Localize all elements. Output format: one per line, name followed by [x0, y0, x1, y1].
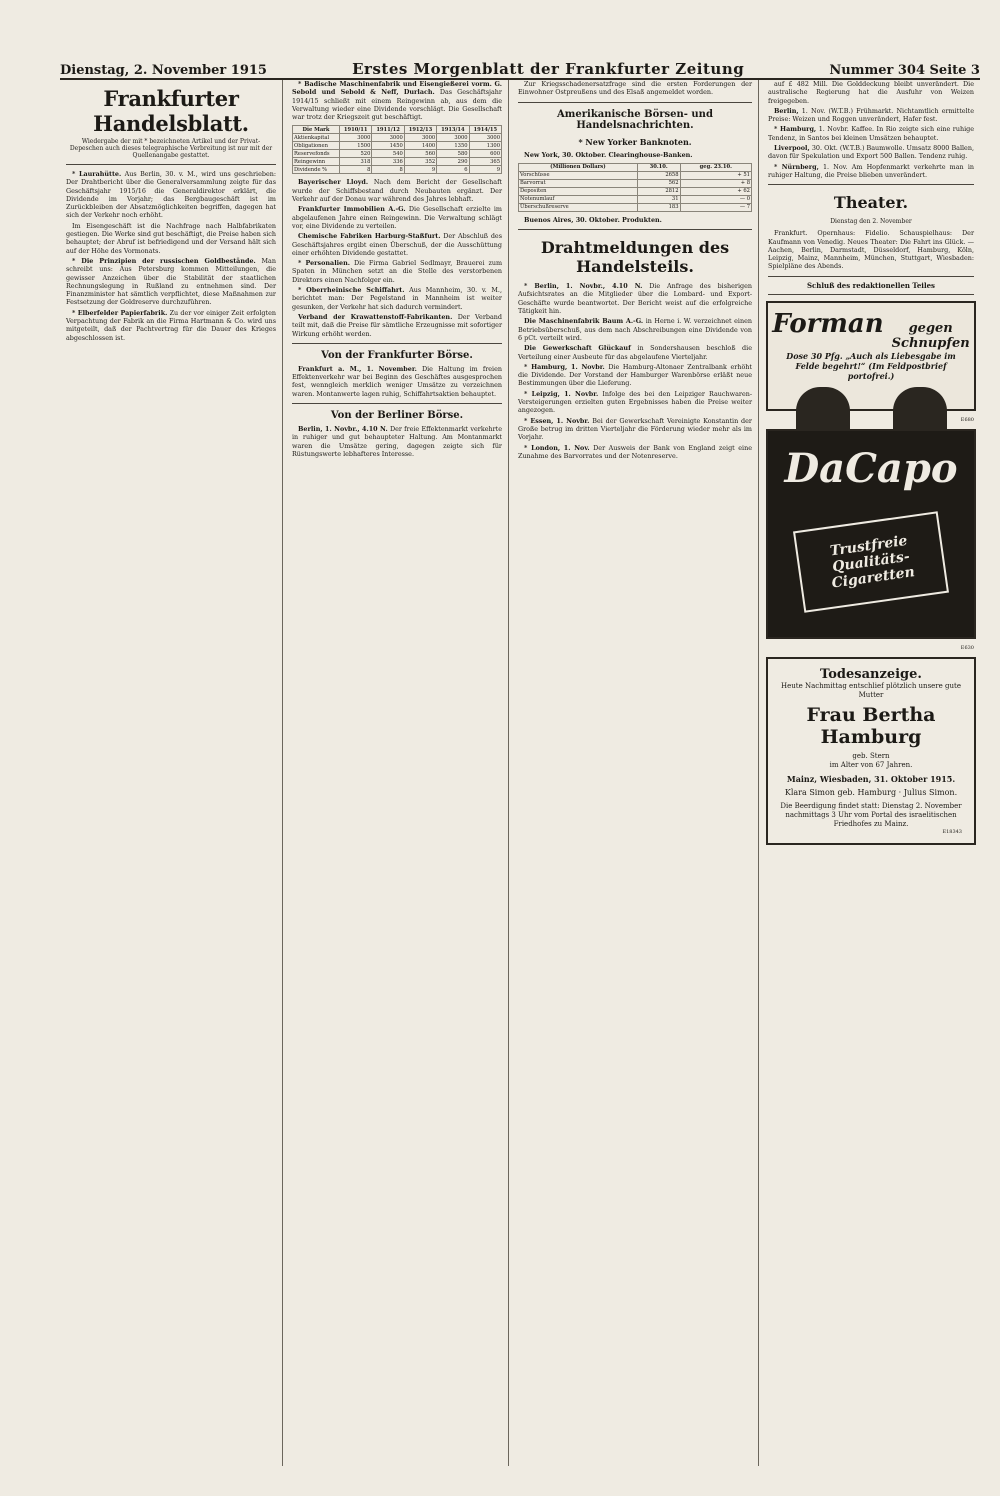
table-cell: + 62 — [680, 187, 751, 195]
section-heading-berlin-boerse: Von der Berliner Börse. — [330, 410, 464, 422]
table-cell: 1500 — [340, 142, 372, 150]
header-page-number: Nummer 304 Seite 3 — [829, 63, 980, 78]
article-text: Der Ausweis der Bank von England zeigt eine Zunahme des Barvorrates und der Notenreserve. — [518, 443, 752, 460]
article-lead: * Elberfelder Papierfabrik. — [72, 308, 168, 317]
table-row — [519, 179, 752, 187]
article-lead: * Badische Maschinenfabrik und Eisengießerei vorm. G. Sebold und Sebold & Neff, Durlach. — [292, 80, 502, 97]
table-row — [293, 150, 502, 158]
table-row — [293, 158, 502, 166]
table-cell: Barvorrat — [519, 179, 638, 187]
article-text: in Sondershausen beschloß die Verteilung einer Ausbeute für das abgelaufene Vierteljahr. — [518, 344, 752, 361]
article-lead: Die Gewerkschaft Glückauf — [524, 344, 631, 353]
article-lead: * Laurahütte. — [72, 170, 122, 178]
table-cell: Obligationen — [293, 142, 340, 150]
column-4 — [762, 80, 980, 1466]
table-header-cell: geg. 23.10. — [680, 163, 751, 171]
table-cell: 1300 — [469, 142, 501, 150]
article-lead: * Nürnberg, — [774, 162, 819, 171]
report-text: Die Haltung im freien Effektenverkehr war bei Beginn des Geschäftes ausgesprochen fest, wenngleich merklich weniger Umsätze zu verzeichnen waren. Montanwerte lagen ruhig, Schiffahrtsaktien behauptet. — [292, 364, 502, 398]
dateline: Buenos Aires, 30. Oktober. Produkten. — [524, 215, 662, 224]
article — [768, 144, 974, 161]
table-cell: 600 — [469, 150, 501, 158]
article — [768, 107, 974, 124]
notice-funeral: Die Beerdigung findet statt: Dienstag 2. November nachmittags 3 Uhr vom Portal des israelitischen Friedhofes zu Mainz. — [780, 801, 962, 828]
table-header-cell: 1912/13 — [404, 126, 436, 134]
article — [768, 125, 974, 142]
table-cell: 365 — [469, 158, 501, 166]
article-text: Die Gesellschaft erzielte im abgelaufenen Jahre einen Reingewinn. Die Verwaltung schlägt vor, eine Dividende zu verteilen. — [292, 205, 502, 230]
table-row — [293, 142, 502, 150]
table-cell: 2658 — [637, 171, 680, 179]
article-lead: Frankfurter Immobilien A.-G. — [298, 205, 406, 214]
intro-paragraph: Zur Kriegsschadenersatzfrage sind die ersten Forderungen der Einwohner Ostpreußens und des Elsaß angemeldet worden. — [518, 80, 752, 97]
table-cell: Reingewinn — [293, 158, 340, 166]
article — [292, 232, 502, 257]
column-2 — [286, 80, 509, 1466]
table-cell: — 7 — [680, 203, 751, 211]
advertisement-forman — [766, 301, 976, 411]
subheading-ny: * New Yorker Banknoten. — [578, 136, 692, 147]
table-cell: 3000 — [340, 134, 372, 142]
ad-reference: E630 — [960, 644, 974, 651]
financial-table — [292, 125, 502, 174]
table-cell: 290 — [437, 158, 469, 166]
boerse-bln-report — [286, 425, 508, 458]
divider — [518, 229, 752, 230]
notice-age: im Alter von 67 Jahren. — [829, 760, 913, 769]
advertisement-dacapo — [766, 429, 976, 639]
table-cell: 183 — [637, 203, 680, 211]
header-date: Dienstag, 2. November 1915 — [60, 63, 267, 78]
divider — [768, 276, 974, 277]
col1-articles — [60, 170, 282, 342]
table-cell: 2812 — [637, 187, 680, 195]
table-header-cell: Die Mark — [293, 126, 340, 134]
col4-top — [762, 80, 980, 105]
table-cell: Aktienkapital — [293, 134, 340, 142]
article-lead: Verband der Krawattenstoff-Fabrikanten. — [298, 312, 453, 321]
ad-reference: E680 — [960, 416, 974, 423]
section-heading-theater: Theater. — [833, 193, 909, 213]
ny-bank-table — [518, 163, 752, 212]
notice-name: Frau Bertha Hamburg — [806, 703, 936, 748]
article — [768, 163, 974, 180]
article-text: 1. Nov. Am Hopfenmarkt verkehrte man in ruhiger Haltung, die Preise blieben unverändert. — [768, 162, 974, 179]
end-editorial-notice: Schluß des redaktionellen Teiles — [806, 280, 936, 290]
table-header-cell: 1910/11 — [340, 126, 372, 134]
ad-brand-name: DaCapo — [784, 444, 958, 492]
ny-dateline — [512, 151, 758, 159]
article-lead: * Die Prinzipien der russischen Goldbestände. — [72, 256, 256, 265]
dateline: New York, 30. Oktober. Clearinghouse-Banken. — [524, 150, 693, 159]
article — [66, 170, 276, 220]
table-header-cell: 1914/15 — [469, 126, 501, 134]
boerse-ffm-report — [286, 365, 508, 398]
article-lead: * Hamburg, — [774, 125, 817, 134]
col2-articles — [286, 178, 508, 337]
article-lead: * Leipzig, 1. Novbr. — [524, 389, 599, 398]
article — [66, 222, 276, 255]
table-cell: 318 — [340, 158, 372, 166]
notice-text: Heute Nachmittag entschlief plötzlich unsere gute Mutter — [781, 681, 961, 699]
article-lead: * London, 1. Nov. — [524, 443, 590, 452]
column-1 — [60, 80, 283, 1466]
header-paper-title: Erstes Morgenblatt der Frankfurter Zeitung — [352, 60, 745, 78]
article-text: Der Verband teilt mit, daß die Preise für sämtliche Erzeugnisse mit sofortiger Wirkung erhöht werden. — [292, 312, 502, 338]
table-cell: 520 — [340, 150, 372, 158]
article — [292, 178, 502, 203]
theater-date: Dienstag den 2. November — [830, 218, 912, 226]
table-header-row — [293, 126, 502, 134]
ad-slogan: Trustfreie Qualitäts-Cigaretten — [829, 532, 916, 592]
article-text: Infolge des bei den Leipziger Rauchwaren-Versteigerungen erzielten guten Ergebnisses haben die Preise weiter angezogen. — [518, 389, 752, 415]
article — [66, 257, 276, 307]
table-cell: 560 — [404, 150, 436, 158]
table-cell: 8 — [372, 166, 404, 174]
masthead-subtitle: Wiedergabe der mit * bezeichneten Artikel und der Privat-Depeschen auch dieses telegraphische Verbreitung ist nur mit der Quellenangabe gestattet. — [69, 138, 273, 159]
section-heading-frankfurt-boerse: Von der Frankfurter Börse. — [321, 349, 473, 361]
article-text: 30. Okt. (W.T.B.) Baumwolle. Umsatz 8000 Ballen, davon für Spekulation und Export 500 Ballen. Tendenz ruhig. — [768, 144, 974, 161]
death-notice — [766, 657, 976, 845]
article-text: Der Abschluß des Geschäftsjahres ergibt einen Überschuß, der die Ausschüttung einer erhöhten Dividende gestattet. — [292, 232, 502, 257]
table-header-cell: 1911/12 — [372, 126, 404, 134]
table-cell: 1350 — [437, 142, 469, 150]
table-row — [519, 195, 752, 203]
table-cell: 3000 — [437, 134, 469, 142]
dateline: Berlin, 1. Novbr., 4.10 N. — [298, 425, 388, 434]
article-text: Die Firma Gabriel Sedlmayr, Brauerei zum Spaten in München setzt an die Stelle des verstorbenen Direktors einen Nachfolger ein. — [292, 259, 502, 284]
table-cell: Überschußreserve — [519, 203, 638, 211]
article-text: 1. Novbr. Kaffee. In Rio zeigte sich eine ruhige Tendenz, in Santos bei kleinen Umsätzen behauptet. — [768, 125, 975, 142]
table-cell: 3000 — [372, 134, 404, 142]
table-cell: 3000 — [469, 134, 501, 142]
article-lead: Chemische Fabriken Harburg-Staßfurt. — [298, 232, 441, 241]
col4-items — [762, 107, 980, 179]
table-cell: Depositen — [519, 187, 638, 195]
divider — [292, 343, 502, 344]
article-text: 1. Nov. (W.T.B.) Frühmarkt. Nichtamtlich ermittelte Preise: Weizen und Roggen unverändert, Hafer fest. — [768, 106, 974, 124]
article — [518, 390, 752, 415]
divider — [66, 164, 276, 165]
article — [518, 444, 752, 461]
article-text: Die Anfrage des bisherigen Aufsichtsrates an die Mitglieder über die Lombard- und Export-Geschäfte wurde beantwortet. Der Bericht weist auf die erfolgreiche Tätigkeit hin. — [518, 282, 752, 316]
table-row — [519, 187, 752, 195]
article — [518, 344, 752, 361]
table-cell: 1450 — [372, 142, 404, 150]
article — [518, 363, 752, 388]
table-cell: Dividende % — [293, 166, 340, 174]
table-cell: Vorschüsse — [519, 171, 638, 179]
table-cell: — 0 — [680, 195, 751, 203]
table-row — [293, 166, 502, 174]
table-cell: 1400 — [404, 142, 436, 150]
ad-brand-tagline: gegen Schnupfen — [891, 320, 970, 351]
table-cell: 9 — [404, 166, 436, 174]
divider — [768, 184, 974, 185]
article-lead: Bayerischer Lloyd. — [298, 178, 369, 187]
notice-title: Todesanzeige. — [820, 666, 922, 682]
article — [518, 417, 752, 442]
article-text: Zu der vor einiger Zeit erfolgten Verpachtung der Fabrik an die Firma Hartmann & Co. wird uns mitgeteilt, daß der Pachtvertrag für die Dauer des Krieges abgeschlossen ist. — [66, 308, 276, 342]
table-cell: 8 — [340, 166, 372, 174]
article — [292, 313, 502, 338]
article — [66, 309, 276, 342]
draht-items — [512, 282, 758, 460]
table-cell: Notenumlauf — [519, 195, 638, 203]
table-cell: + 51 — [680, 171, 751, 179]
table-cell: 580 — [437, 150, 469, 158]
paragraph: Frankfurt. Opernhaus: Fidelio. Schauspielhaus: Der Kaufmann von Venedig. Neues Theater: Die Fahrt ins Glück. — Aachen, Berlin, Darmstadt, Düsseldorf, Hamburg, Köln, Leipzig, Mainz, Mannheim, München, Stuttgart, Wiesbaden: Spielpläne des Abends. — [768, 229, 974, 271]
ba-heading — [512, 216, 758, 224]
article — [292, 205, 502, 230]
table-cell: + 8 — [680, 179, 751, 187]
article-text: Aus Mannheim, 30. v. M., berichtet man: Der Pegelstand in Mannheim ist weiter gesunken, der Verkehr hat sich dadurch vermindert. — [292, 286, 502, 311]
ad-brand — [774, 309, 968, 351]
ad-reference: E18343 — [942, 828, 962, 835]
notice-family: Klara Simon geb. Hamburg · Julius Simon. — [784, 787, 958, 797]
article-text: Die Hamburg-Altonaer Zentralbank erhöht die Dividende. Der Vorstand der Hamburger Warenbörse erläßt neue Bestimmungen über die Lieferung. — [518, 362, 752, 388]
theater-listing — [762, 229, 980, 270]
column-3 — [512, 80, 759, 1466]
table-cell: 336 — [372, 158, 404, 166]
intro-text — [512, 80, 758, 97]
table-header-cell: 30.10. — [637, 163, 680, 171]
section-heading-amerika: Amerikanische Börsen- und Handelsnachrichten. — [557, 108, 713, 131]
table-row — [293, 134, 502, 142]
article-text: Nach dem Bericht der Gesellschaft wurde der Schiffsbestand durch Neubauten ergänzt. Der Verkehr auf der Donau war während des Jahres lebhaft. — [292, 178, 503, 204]
article-lead: Die Maschinenfabrik Baum A.-G. — [524, 317, 644, 326]
paragraph: auf £ 482 Mill. Die Golddeckung bleibt unverändert. Die australische Regierung hat die Ausfuhr von Weizen freigegeben. — [768, 80, 974, 105]
article-lead: Berlin, — [774, 106, 799, 115]
section-heading-drahtmeldungen: Drahtmeldungen des Handelsteils. — [540, 238, 730, 277]
table-header-row — [519, 163, 752, 171]
table-cell: 6 — [437, 166, 469, 174]
table-cell: 31 — [637, 195, 680, 203]
table-row — [519, 171, 752, 179]
dateline: Frankfurt a. M., 1. November. — [298, 364, 417, 373]
article-text: Bei der Gewerkschaft Vereinigte Konstantin der Große betrug im dritten Vierteljahr die Förderung wieder mehr als im Vorjahr. — [518, 416, 752, 442]
article — [292, 259, 502, 284]
article — [518, 282, 752, 315]
table-row — [519, 203, 752, 211]
article-lead: * Berlin, 1. Novbr., 4.10 N. — [524, 282, 643, 291]
divider — [518, 102, 752, 103]
table-cell: 3000 — [404, 134, 436, 142]
article-text: Das Geschäftsjahr 1914/15 schließt mit einem Reingewinn ab, aus dem die Verwaltung wieder eine Dividende vorschlägt. Die Gesellschaft war trotz der Kriegszeit gut beschäftigt. — [292, 88, 502, 122]
article-text: in Herne i. W. verzeichnet einen Betriebsüberschuß, aus dem nach Abschreibungen eine Dividende von 6 pCt. verteilt wird. — [518, 317, 752, 342]
ad-slogan: Dose 30 Pfg. „Auch als Liebesgabe im Felde begehrt!“ (Im Feldpostbrief portofrei.) — [786, 350, 956, 381]
cigarette-pack-illustration — [793, 511, 949, 613]
table-cell: Reservefonds — [293, 150, 340, 158]
article-lead: Liverpool, — [774, 144, 810, 153]
article-text: Man schreibt uns: Aus Petersburg kommen Mitteilungen, die gewisser Anzeichen über die Stabilität der staatlichen Rechnungslegung in Rußland zu entnehmen sind. Der Finanzminister hat sämtlich verpflichtet, diese Maßnahmen zur Festsetzung der Goldreserve durchzuführen. — [66, 256, 276, 307]
table-header-cell: 1913/14 — [437, 126, 469, 134]
article-lead: * Oberrheinische Schiffahrt. — [298, 286, 405, 295]
article-lead: * Essen, 1. Novbr. — [524, 416, 590, 425]
table-cell: 9 — [469, 166, 501, 174]
article-text: Im Eisengeschäft ist die Nachfrage nach Halbfabrikaten gestiegen. Die Werke sind gut beschäftigt, die Preise haben sich behauptet; der Abruf ist befriedigend und der Versand hält sich auf der Höhe des Vormonats. — [66, 221, 276, 255]
article-lead: * Hamburg, 1. Novbr. — [524, 362, 605, 371]
article-lead: * Personalien. — [298, 259, 350, 268]
table-header-cell: (Millionen Dollars) — [519, 163, 638, 171]
table-cell: 352 — [404, 158, 436, 166]
table-cell: 540 — [372, 150, 404, 158]
table-cell: 562 — [637, 179, 680, 187]
notice-maiden-name: geb. Stern — [852, 751, 890, 760]
report-text: Der freie Effektenmarkt verkehrte in ruhiger und gut behaupteter Haltung. Am Montanmarkt waren die Umsätze gering, dagegen zeigte sich für Rüstungswerte lebhafteres Interesse. — [292, 425, 502, 458]
section-masthead: Frankfurter Handelsblatt. — [93, 86, 249, 136]
page-header — [60, 58, 980, 80]
ad-brand-name: Forman — [772, 308, 884, 339]
article — [292, 286, 502, 311]
divider — [292, 403, 502, 404]
article — [518, 317, 752, 342]
article-text: Aus Berlin, 30. v. M., wird uns geschrieben: Der Drahtbericht über die Generalversammlung zeigte für das Geschäftsjahr 1915/16 die Generaldirektor erklärt, die Dividende im Vorjahr; das Bergbaugeschäft ist im Zurückbleiben der Absatzmöglichkeiten begriffen, dagegen hat sich der Verkehr noch erhöht. — [66, 170, 276, 220]
notice-place-date: Mainz, Wiesbaden, 31. Oktober 1915. — [786, 773, 956, 784]
col2-article-0 — [286, 80, 508, 121]
divider — [768, 294, 974, 295]
